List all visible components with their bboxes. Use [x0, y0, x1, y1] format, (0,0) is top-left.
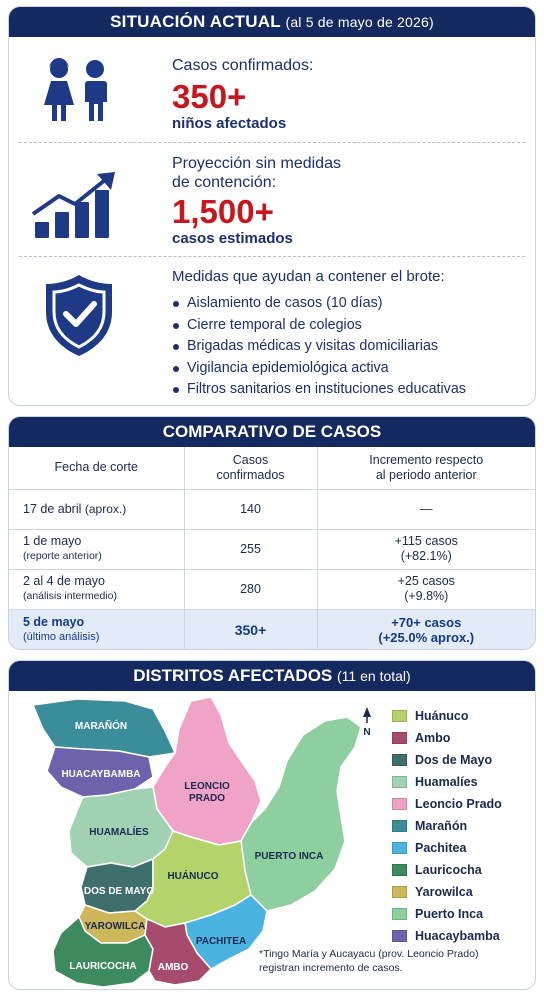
header-casos-2: confirmados [216, 467, 285, 482]
fecha-cell [9, 609, 184, 650]
legend-swatch [392, 754, 407, 766]
measure-item: Aislamiento de casos (10 días) [172, 293, 466, 315]
legend-label: Huánuco [415, 709, 469, 723]
legend-label: Lauricocha [415, 863, 482, 877]
legend-item [392, 771, 502, 793]
legend-label: Dos de Mayo [415, 753, 493, 767]
incremento-pct: (+9.8%) [404, 589, 449, 603]
measure-item: Cierre temporal de colegios [172, 315, 466, 337]
legend-label: Marañón [415, 819, 468, 833]
incremento-text: — [420, 501, 433, 516]
projection-value: 1,500+ [172, 193, 274, 230]
casos-cell: 350+ [184, 609, 317, 650]
map-label-dos-de-mayo: DOS DE MAYO [83, 886, 155, 897]
legend-item [392, 793, 502, 815]
measures-list [172, 293, 466, 401]
legend-swatch [392, 908, 407, 920]
legend-swatch [392, 886, 407, 898]
confirmed-cases-row [9, 45, 535, 141]
legend-item [392, 859, 502, 881]
children-icon [37, 57, 119, 128]
divider [19, 142, 525, 143]
fecha-note: (aprox.) [84, 501, 127, 516]
map-label-huamalies: HUAMALÍES [89, 827, 149, 838]
confirmed-note: niños afectados [172, 115, 287, 132]
map-label-pachitea: PACHITEA [195, 936, 247, 947]
confirmed-value: 350+ [172, 78, 247, 115]
projection-row [9, 144, 535, 252]
measures-title: Medidas que ayudan a contener el brote: [172, 268, 445, 285]
projection-note: casos estimados [172, 230, 293, 247]
table-row [9, 529, 535, 569]
legend-swatch [392, 930, 407, 942]
north-label: N [363, 727, 371, 738]
measures-row [9, 258, 535, 404]
incremento-pct: (+25.0% aprox.) [378, 630, 475, 646]
legend-swatch [392, 864, 407, 876]
districts-card [8, 660, 536, 990]
comparison-card [8, 416, 536, 650]
map-label-lauricocha: LAURICOCHA [69, 961, 137, 972]
fecha-note: (reporte anterior) [23, 550, 102, 562]
casos-cell: 280 [184, 569, 317, 609]
footnote-line: *Tingo María y Aucayacu (prov. Leoncio Prado) [259, 948, 479, 960]
map-label-leoncio-2: PRADO [188, 793, 226, 804]
fecha-text: 5 de mayo [23, 615, 85, 630]
legend-item [392, 925, 502, 947]
projection-label-2: de contención: [172, 174, 277, 191]
legend-item [392, 705, 502, 727]
measure-item: Filtros sanitarios en instituciones educativas [172, 379, 466, 401]
growth-chart-icon [29, 170, 129, 245]
projection-label-1: Proyección sin medidas [172, 155, 341, 172]
legend-item [392, 727, 502, 749]
map-region-puerto-inca[interactable] [241, 717, 361, 911]
incremento-cell [317, 529, 535, 569]
fecha-text: 2 al 4 de mayo [23, 574, 105, 588]
legend-item [392, 881, 502, 903]
map-label-puerto-inca: PUERTO INCA [254, 851, 324, 862]
incremento-text: +70+ casos [391, 615, 462, 631]
legend-label: Leoncio Prado [415, 797, 502, 811]
incremento-cell [317, 569, 535, 609]
map-legend [392, 705, 502, 947]
districts-title: DISTRITOS AFECTADOS [133, 666, 333, 685]
fecha-cell [9, 569, 184, 609]
divider [19, 256, 525, 257]
legend-label: Huacaybamba [415, 929, 500, 943]
north-arrow-icon [363, 707, 371, 738]
table-row [9, 489, 535, 529]
districts-count: (11 en total) [337, 668, 411, 684]
legend-swatch [392, 798, 407, 810]
header-fecha: Fecha de corte [9, 447, 184, 489]
comparison-title: COMPARATIVO DE CASOS [9, 417, 535, 447]
incremento-text: +25 casos [397, 574, 455, 588]
map-region-leoncio-prado[interactable] [153, 697, 261, 845]
header-casos-1: Casos [232, 452, 269, 467]
legend-item [392, 837, 502, 859]
legend-swatch [392, 710, 407, 722]
incremento-cell [317, 489, 535, 529]
map-label-leoncio-1: LEONCIO [184, 781, 230, 792]
legend-label: Huamalíes [415, 775, 478, 789]
fecha-note: (último análisis) [23, 631, 100, 644]
header-incr-1: Incremento respecto [369, 452, 484, 467]
shield-check-icon [41, 272, 117, 363]
confirmed-label: Casos confirmados: [172, 57, 314, 74]
footnote-line: registran incremento de casos. [259, 962, 403, 974]
legend-swatch [392, 820, 407, 832]
legend-item [392, 903, 502, 925]
map-label-huacaybamba: HUACAYBAMBA [61, 769, 141, 780]
map-footnote [259, 947, 527, 975]
header-incremento [317, 447, 535, 489]
table-row-highlighted [9, 609, 535, 650]
map-label-maranon: MARAÑÓN [74, 721, 128, 732]
comparison-table [9, 447, 535, 650]
situation-card [8, 6, 536, 406]
legend-label: Pachitea [415, 841, 467, 855]
legend-swatch [392, 776, 407, 788]
map-label-yarowilca: YAROWILCA [84, 921, 146, 932]
casos-cell: 255 [184, 529, 317, 569]
incremento-text: +115 casos [394, 534, 458, 548]
legend-swatch [392, 842, 407, 854]
fecha-cell [9, 489, 184, 529]
map-label-huanuco: HUÁNUCO [167, 871, 219, 882]
situation-header [9, 7, 535, 37]
measure-item: Vigilancia epidemiológica activa [172, 358, 466, 380]
legend-label: Ambo [415, 731, 451, 745]
fecha-text: 1 de mayo [23, 534, 82, 548]
map-label-ambo: AMBO [157, 962, 189, 973]
situation-title: SITUACIÓN ACTUAL [110, 12, 281, 31]
header-casos [184, 447, 317, 489]
legend-label: Puerto Inca [415, 907, 484, 921]
measure-item: Brigadas médicas y visitas domiciliarias [172, 336, 466, 358]
situation-date: (al 5 de mayo de 2026) [285, 14, 434, 30]
table-header-row [9, 447, 535, 489]
incremento-pct: (+82.1%) [400, 549, 452, 563]
districts-header [9, 661, 535, 691]
casos-cell: 140 [184, 489, 317, 529]
districts-map [15, 691, 375, 990]
legend-swatch [392, 732, 407, 744]
incremento-cell [317, 609, 535, 650]
header-incr-2: al periodo anterior [375, 467, 477, 482]
fecha-text: 17 de abril [23, 501, 82, 516]
table-row [9, 569, 535, 609]
legend-label: Yarowilca [415, 885, 473, 899]
fecha-note: (análisis intermedio) [23, 590, 117, 602]
legend-item [392, 815, 502, 837]
fecha-cell [9, 529, 184, 569]
legend-item [392, 749, 502, 771]
